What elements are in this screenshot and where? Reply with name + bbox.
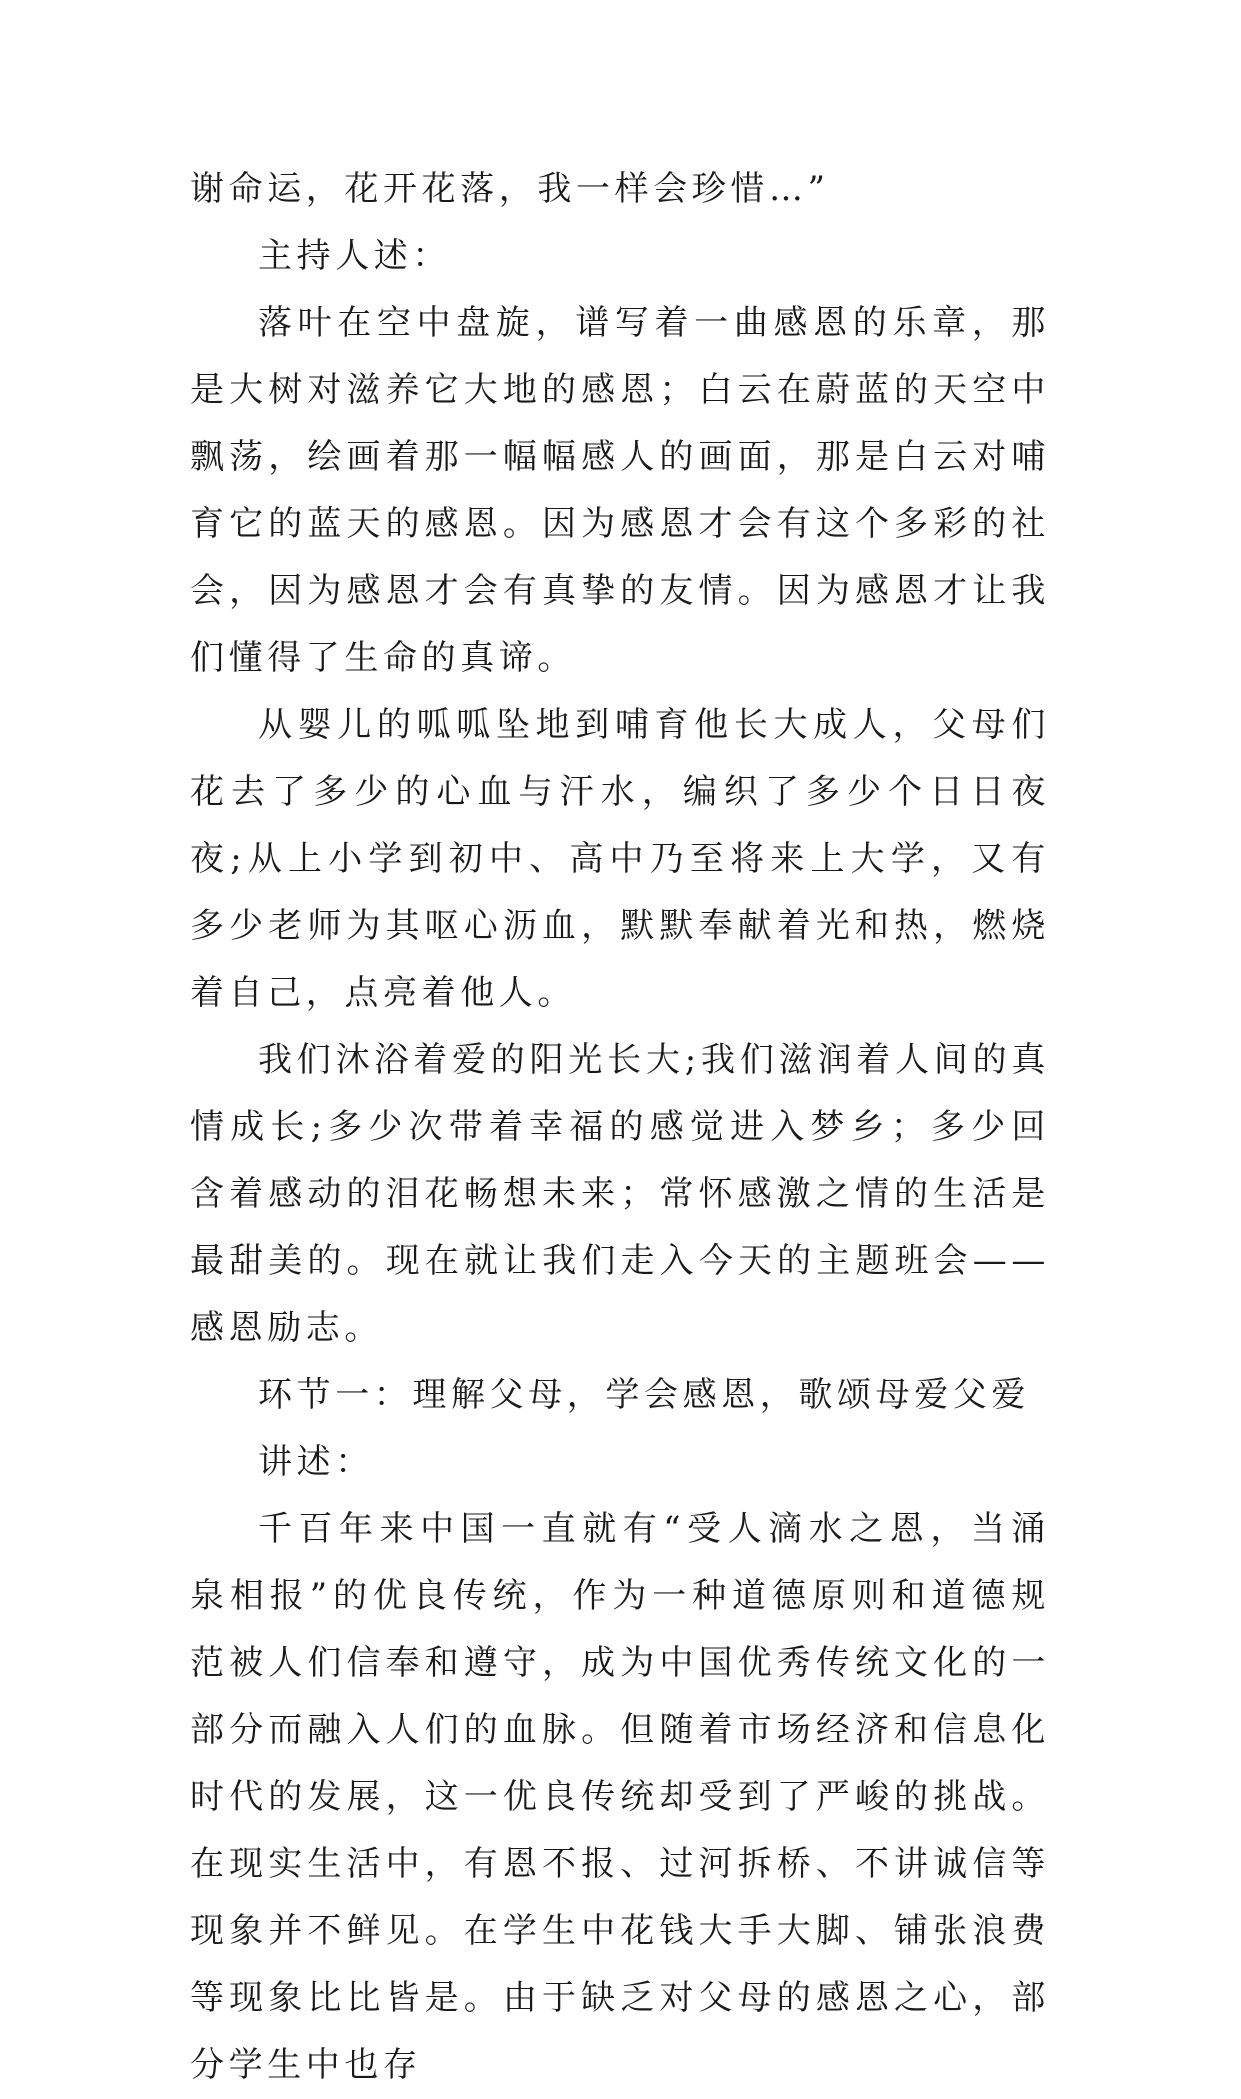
section-heading-part-one: 环节一：理解父母，学会感恩，歌颂母爱父爱 bbox=[258, 1375, 1030, 1415]
paragraph-continuation: 谢命运，花开花落，我一样会珍惜…” bbox=[190, 169, 830, 209]
body-text bbox=[190, 156, 1050, 2099]
paragraph-parents-teachers: 从婴儿的呱呱坠地到哺育他长大成人，父母们花去了多少的心血与汗水，编织了多少个日日夜夜;从上小学到初中、高中乃至将来上大学，又有多少老师为其呕心沥血，默默奉献着光和热，燃烧着自己，点亮着他人。 bbox=[190, 705, 1050, 1013]
paragraph-host-label: 主持人述： bbox=[258, 236, 451, 276]
paragraph-growing-up: 我们沐浴着爱的阳光长大;我们滋润着人间的真情成长;多少次带着幸福的感觉进入梦乡；多少回含着感动的泪花畅想未来；常怀感激之情的生活是最甜美的。现在就让我们走入今天的主题班会——感恩励志。 bbox=[190, 1040, 1050, 1348]
paragraph-falling-leaves: 落叶在空中盘旋，谱写着一曲感恩的乐章，那是大树对滋养它大地的感恩；白云在蔚蓝的天空中飘荡，绘画着那一幅幅感人的画面，那是白云对哺育它的蓝天的感恩。因为感恩才会有这个多彩的社会，因为感恩才会有真挚的友情。因为感恩才让我们懂得了生命的真谛。 bbox=[190, 303, 1050, 678]
paragraph-narration-label: 讲述： bbox=[258, 1442, 374, 1482]
paragraph-tradition: 千百年来中国一直就有“受人滴水之恩，当涌泉相报”的优良传统，作为一种道德原则和道德规范被人们信奉和遵守，成为中国优秀传统文化的一部分而融入人们的血脉。但随着市场经济和信息化时代的发展，这一优良传统却受到了严峻的挑战。在现实生活中，有恩不报、过河拆桥、不讲诚信等现象并不鲜见。在学生中花钱大手大脚、铺张浪费等现象比比皆是。由于缺乏对父母的感恩之心，部分学生中也存 bbox=[190, 1509, 1050, 2085]
